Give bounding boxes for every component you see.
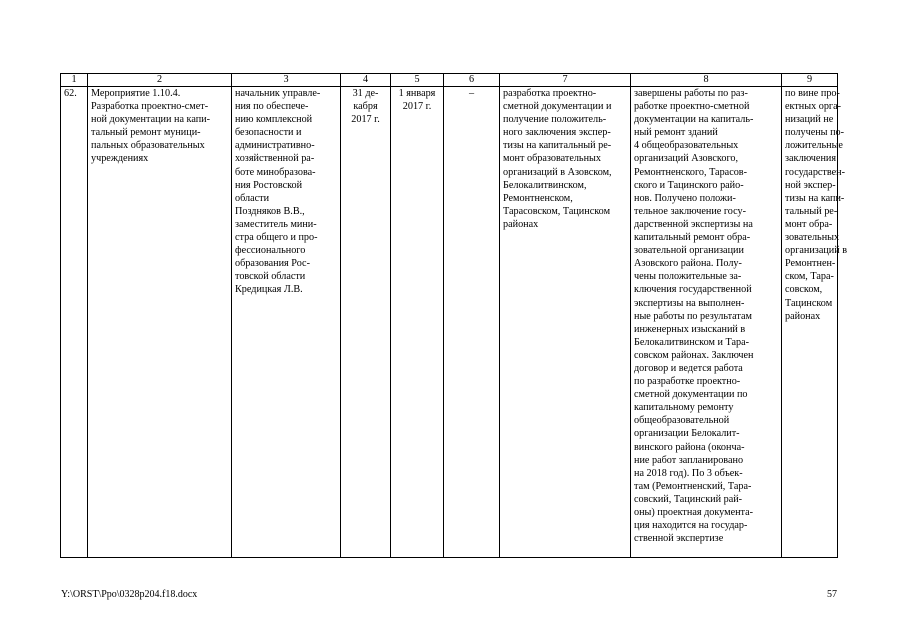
cell-text-line: получение положитель-: [503, 114, 607, 126]
cell-text-line: заместитель мини-: [235, 218, 317, 230]
cell-text-line: монт обра-: [785, 218, 833, 230]
cell-text-line: ной экспер-: [785, 179, 836, 191]
cell-text-line: пальных образовательных: [91, 140, 205, 152]
cell-text-line: тельное заключение госу-: [634, 205, 747, 217]
cell-text-line: сметной документации и: [503, 101, 612, 113]
document-table: [60, 73, 848, 558]
table-row: [61, 87, 838, 558]
header-cell-8: 8: [631, 74, 782, 87]
cell-text-line: по вине про-: [785, 88, 840, 99]
cell-text-line: ственной экспертизе: [634, 533, 724, 545]
cell-text-line: Тацинском: [785, 297, 833, 309]
cell-text-line: товской области: [235, 271, 306, 283]
cell-text-line: зовательных: [785, 232, 840, 244]
actual-result-cell: [631, 87, 782, 558]
failure-reasons-cell: [782, 87, 848, 558]
cell-text-line: Тарасовском, Тацинском: [503, 205, 611, 217]
header-row: [61, 74, 838, 87]
cell-text-line: тизы на капитальный ре-: [503, 140, 612, 152]
cell-text-line: хозяйственной ра-: [235, 153, 315, 165]
cell-text-line: кабря: [353, 101, 378, 113]
header-cell-9: 9: [782, 74, 838, 87]
cell-text-line: документации на капиталь-: [634, 114, 754, 126]
cell-text-line: районах: [785, 310, 821, 322]
cell-text-line: ского и Тацинского райо-: [634, 179, 744, 191]
cell-text-line: ложительные: [785, 140, 843, 152]
cell-text-line: ной документации на капи-: [91, 114, 211, 126]
cell-text-line: стра общего и про-: [235, 232, 318, 244]
cell-text-line: боте минобразова-: [235, 166, 316, 178]
cell-text-line: районах: [503, 218, 539, 230]
cell-text-line: –: [468, 88, 475, 99]
cell-text-line: учреждениях: [91, 153, 149, 165]
cell-text-line: работке проектно-сметной: [634, 101, 750, 113]
cell-text-line: оны) проектная документа-: [634, 507, 754, 518]
cell-text-line: винского района (оконча-: [634, 441, 745, 453]
cell-text-line: тальный ре-: [785, 205, 838, 217]
cell-text-line: тальный ремонт муници-: [91, 127, 201, 139]
actual-start-date-cell: [391, 87, 444, 558]
cell-text-line: совском,: [785, 284, 823, 296]
cell-text-line: ные работы по результатам: [634, 310, 752, 322]
cell-text-line: завершены работы по раз-: [634, 88, 748, 99]
cell-text-line: ный ремонт зданий: [634, 127, 718, 139]
cell-text-line: низаций не: [785, 114, 834, 126]
cell-text-line: административно-: [235, 140, 315, 152]
cell-text-line: организаций в: [785, 245, 848, 257]
header-cell-5: 5: [391, 74, 444, 87]
cell-text-line: ного заключения экспер-: [503, 127, 611, 139]
cell-text-line: организаций в Азовском,: [503, 166, 612, 178]
header-cell-6: 6: [444, 74, 500, 87]
cell-text-line: ском, Тара-: [785, 271, 834, 283]
cell-text-line: получены по-: [785, 127, 845, 139]
page-number: 57: [827, 589, 837, 600]
cell-text-line: образования Рос-: [235, 258, 310, 270]
cell-text-line: ния по обеспече-: [235, 101, 309, 113]
cell-text-line: Белокалитвинском и Тара-: [634, 336, 750, 348]
cell-text-line: Азовского района. Полу-: [634, 258, 742, 270]
cell-text-line: Поздняков В.В.,: [235, 205, 305, 217]
planned-end-date-cell: [341, 87, 391, 558]
file-path-footer: Y:\ORST\Ppo\0328p204.f18.docx: [61, 589, 198, 600]
cell-text-line: дарственной экспертизы на: [634, 218, 753, 230]
cell-text-line: организаций Азовского,: [634, 153, 739, 165]
cell-text-line: чены положительные за-: [634, 271, 742, 283]
event-description-cell: [88, 87, 232, 558]
cell-text-line: общеобразовательной: [634, 415, 730, 427]
cell-text-line: фессионального: [235, 245, 306, 257]
cell-text-line: сметной документации по: [634, 389, 748, 401]
planned-result-cell: [500, 87, 631, 558]
cell-text-line: на 2018 год). По 3 объек-: [634, 467, 743, 479]
cell-text-line: заключения: [785, 153, 837, 165]
cell-text-line: ектных орга-: [785, 101, 842, 113]
cell-text-line: экспертизы на выполнен-: [634, 297, 745, 309]
actual-end-date-cell: [444, 87, 500, 558]
cell-text-line: тизы на капи-: [785, 192, 845, 204]
cell-text-line: капитальный ремонт обра-: [634, 232, 751, 244]
cell-text-line: начальник управле-: [235, 88, 321, 99]
cell-text-line: нию комплексной: [235, 114, 313, 126]
row-number-cell: 62.: [61, 87, 88, 558]
responsible-persons-cell: [232, 87, 341, 558]
cell-text-line: Мероприятие 1.10.4.: [91, 88, 181, 99]
cell-text-line: совский, Тацинский рай-: [634, 493, 743, 505]
cell-text-line: Ремонтненском,: [503, 192, 573, 204]
cell-text-line: договор и ведется работа: [634, 362, 743, 374]
cell-text-line: монт образовательных: [503, 153, 601, 165]
cell-text-line: ция находится на государ-: [634, 520, 748, 532]
cell-text-line: ключения государственной: [634, 284, 752, 296]
cell-text-line: Белокалитвинском,: [503, 179, 587, 191]
header-cell-1: 1: [61, 74, 88, 87]
cell-text-line: капитальному ремонту: [634, 402, 734, 414]
cell-text-line: Разработка проектно-смет-: [91, 101, 209, 113]
header-cell-3: 3: [232, 74, 341, 87]
cell-text-line: совском районах. Заключен: [634, 349, 754, 361]
cell-text-line: безопасности и: [235, 127, 302, 139]
cell-text-line: ние работ запланировано: [634, 454, 744, 466]
cell-text-line: инженерных изысканий в: [634, 323, 746, 335]
cell-text-line: нов. Получено положи-: [634, 192, 736, 204]
cell-text-line: Ремонтненского, Тарасов-: [634, 166, 748, 178]
cell-text-line: 2017 г.: [351, 114, 380, 126]
cell-text-line: ния Ростовской: [235, 179, 303, 191]
cell-text-line: зовательной организации: [634, 245, 744, 257]
header-cell-4: 4: [341, 74, 391, 87]
cell-text-line: 4 общеобразовательных: [634, 140, 739, 152]
cell-text-line: 2017 г.: [402, 101, 432, 113]
cell-text-line: там (Ремонтненский, Тара-: [634, 480, 752, 492]
cell-text-line: государствен-: [785, 166, 845, 178]
cell-text-line: Ремонтнен-: [785, 258, 836, 270]
header-cell-7: 7: [500, 74, 631, 87]
cell-text-line: 1 января: [398, 88, 436, 99]
cell-text-line: разработка проектно-: [503, 88, 597, 99]
header-cell-2: 2: [88, 74, 232, 87]
cell-text-line: Кредицкая Л.В.: [235, 284, 303, 296]
cell-text-line: по разработке проектно-: [634, 376, 741, 388]
cell-text-line: 31 де-: [352, 88, 379, 99]
cell-text-line: организации Белокалит-: [634, 428, 740, 440]
cell-text-line: области: [235, 192, 270, 204]
